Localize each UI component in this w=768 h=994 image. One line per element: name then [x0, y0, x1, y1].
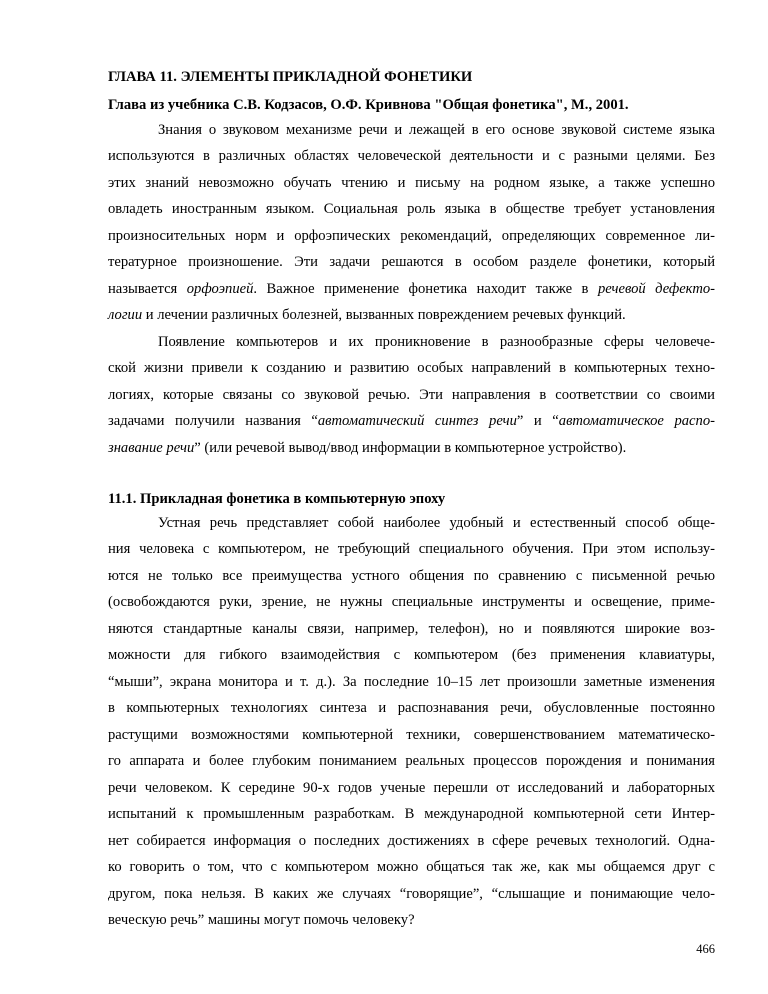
paragraph1-line: овладеть иностранным языком. Социальная роль языка в обществе требует установления — [108, 201, 715, 217]
paragraph1-line: произносительных норм и орфоэпических рекомендаций, определяющих современное ли- — [108, 228, 715, 244]
paragraph2-line: логиях, которые связаны со звуковой речью. Эти направления в соответствии со своими — [108, 387, 715, 403]
italic-term: орфоэпией — [186, 281, 254, 297]
paragraph2-line: Появление компьютеров и их проникновение в разнообразные сферы человече- — [158, 334, 715, 350]
paragraph2-line — [108, 412, 715, 430]
page-number: 466 — [696, 942, 715, 956]
italic-term: логии — [108, 307, 143, 323]
paragraph3-line: ко говорить о том, что с компьютером можно общаться так же, как мы общаемся друг с — [108, 859, 715, 875]
italic-term: автоматическое распо- — [558, 413, 715, 429]
paragraph3-line: испытаний к промышленным разработкам. В международной компьютерной сети Интер- — [108, 806, 715, 822]
paragraph3-line: няются стандартные каналы связи, например, телефон), но и появляются широкие воз- — [108, 621, 715, 637]
paragraph3-line: ются не только все преимущества устного общения по сравнению с письменной речью — [108, 568, 715, 584]
paragraph2-line: ской жизни привели к созданию и развитию особых направлений в компьютерных техно- — [108, 360, 715, 376]
paragraph3-line: “мыши”, экрана монитора и т. д.). За последние 10–15 лет произошли заметные изменения — [108, 674, 715, 690]
paragraph3-line: го аппарата и более глубоким пониманием реальных процессов порождения и понимания — [108, 753, 715, 769]
paragraph3-line: можности для гибкого взаимодействия с компьютером (без применения клавиатуры, — [108, 647, 715, 663]
paragraph1-line — [108, 306, 715, 324]
chapter-subtitle: Глава из учебника С.В. Кодзасов, О.Ф. Кривнова "Общая фонетика", М., 2001. — [108, 97, 629, 113]
text-run: . Важное применение фонетика находит также в — [253, 281, 598, 297]
paragraph1-line: Знания о звуковом механизме речи и лежащей в его основе звуковой системе языка — [158, 122, 715, 138]
chapter-title: ГЛАВА 11. ЭЛЕМЕНТЫ ПРИКЛАДНОЙ ФОНЕТИКИ — [108, 69, 473, 85]
paragraph2-line — [108, 439, 715, 457]
paragraph3-line: нет собирается информация о последних достижениях в сфере речевых технологий. Одна- — [108, 833, 715, 849]
paragraph3-line: (освобождаются руки, зрение, не нужны специальные инструменты и освещение, приме- — [108, 594, 715, 610]
paragraph3-line: ния человека с компьютером, не требующий специального обучения. При этом использу- — [108, 541, 715, 557]
paragraph3-line: растущими возможностями компьютерной техники, совершенствованием математическо- — [108, 727, 715, 743]
text-run: и лечении различных болезней, вызванных повреждением речевых функций. — [142, 307, 626, 323]
text-run: задачами получили названия “ — [108, 413, 318, 429]
italic-term: речевой дефекто- — [597, 281, 716, 297]
text-run: называется — [108, 281, 187, 297]
paragraph1-line: тературное произношение. Эти задачи решаются в особом разделе фонетики, который — [108, 254, 715, 270]
paragraph1-line: используются в различных областях человеческой деятельности и с разными целями. Без — [108, 148, 715, 164]
paragraph1-line — [108, 280, 715, 298]
text-run: ” (или речевой вывод/ввод информации в компьютерное устройство). — [194, 440, 627, 456]
italic-term: знавание речи — [108, 440, 195, 456]
paragraph3-line: в компьютерных технологиях синтеза и распознавания речи, обусловленные постоянно — [108, 700, 715, 716]
italic-term: автоматический синтез речи — [317, 413, 517, 429]
paragraph3-line: веческую речь” машины могут помочь человеку? — [108, 912, 415, 928]
paragraph3-line: речи человеком. К середине 90-х годов ученые перешли от исследований и лабораторных — [108, 780, 715, 796]
text-run: ” и “ — [516, 413, 559, 429]
section-title: 11.1. Прикладная фонетика в компьютерную эпоху — [108, 491, 446, 507]
paragraph3-line: другом, пока нельзя. В каких же случаях “говорящие”, “слышащие и понимающие чело- — [108, 886, 715, 902]
paragraph1-line: этих знаний невозможно обучать чтению и письму на родном языке, а также успешно — [108, 175, 715, 191]
paragraph3-line: Устная речь представляет собой наиболее удобный и естественный способ обще- — [158, 515, 715, 531]
